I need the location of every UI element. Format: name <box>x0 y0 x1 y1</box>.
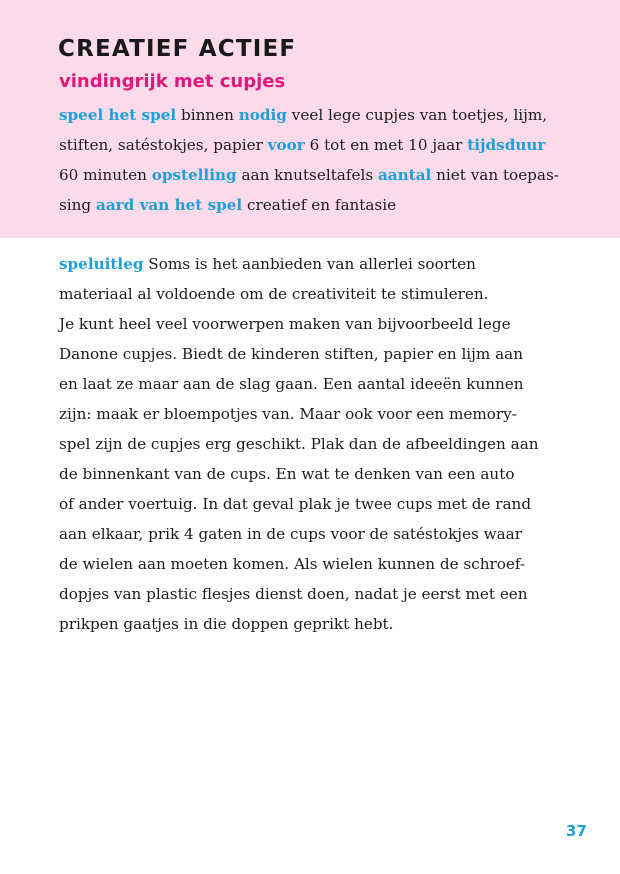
keyword-label: speluitleg <box>59 255 144 273</box>
text-line <box>59 519 564 549</box>
text-segment: creatief en fantasie <box>242 196 397 214</box>
keyword-label: aard van het spel <box>95 196 243 214</box>
keyword-label: nodig <box>238 106 287 124</box>
text-line <box>59 369 564 399</box>
text-segment: sing <box>59 196 96 214</box>
text-segment: zijn: maak er bloempotjes van. Maar ook voor een memory- <box>59 405 517 423</box>
page-title: CREATIEF ACTIEF <box>58 36 297 62</box>
info-line <box>59 130 564 160</box>
info-line <box>59 190 564 220</box>
text-segment: aan elkaar, prik 4 gaten in de cups voor de satéstokjes waar <box>59 525 522 543</box>
text-segment: 60 minuten <box>59 166 152 184</box>
text-line <box>59 399 564 429</box>
text-segment: Je kunt heel veel voorwerpen maken van bijvoorbeeld lege <box>59 315 511 333</box>
page-subtitle: vindingrijk met cupjes <box>59 71 286 92</box>
text-segment: materiaal al voldoende om de creativiteit te stimuleren. <box>59 285 489 303</box>
text-segment: dopjes van plastic flesjes dienst doen, nadat je eerst met een <box>59 585 528 603</box>
info-line <box>59 160 564 190</box>
text-segment: binnen <box>176 106 239 124</box>
keyword-label: aantal <box>377 166 432 184</box>
text-segment: de binnenkant van de cups. En wat te denken van een auto <box>59 465 515 483</box>
text-line <box>59 249 564 279</box>
keyword-label: tijdsduur <box>467 136 546 154</box>
text-line <box>59 549 564 579</box>
text-segment: Soms is het aanbieden van allerlei soorten <box>143 255 476 273</box>
text-segment: of ander voertuig. In dat geval plak je twee cups met de rand <box>59 495 532 513</box>
text-line <box>59 459 564 489</box>
keyword-label: opstelling <box>151 166 237 184</box>
game-explanation <box>59 249 564 639</box>
keyword-label: voor <box>267 136 305 154</box>
text-segment: aan knutseltafels <box>236 166 378 184</box>
game-info-block <box>59 100 564 220</box>
text-line <box>59 279 564 309</box>
text-segment: en laat ze maar aan de slag gaan. Een aantal ideeën kunnen <box>59 375 524 393</box>
text-segment: niet van toepas- <box>431 166 559 184</box>
info-line <box>59 100 564 130</box>
text-segment: prikpen gaatjes in die doppen geprikt hebt. <box>59 615 394 633</box>
page-number: 37 <box>566 822 587 840</box>
text-line <box>59 429 564 459</box>
keyword-label: speel het spel <box>59 106 177 124</box>
text-segment: veel lege cupjes van toetjes, lijm, <box>286 106 548 124</box>
text-segment: stiften, satéstokjes, papier <box>59 136 268 154</box>
text-segment: Danone cupjes. Biedt de kinderen stiften, papier en lijm aan <box>59 345 523 363</box>
text-segment: de wielen aan moeten komen. Als wielen kunnen de schroef- <box>59 555 526 573</box>
text-line <box>59 339 564 369</box>
text-line <box>59 609 564 639</box>
text-line <box>59 309 564 339</box>
text-segment: 6 tot en met 10 jaar <box>304 136 468 154</box>
text-line <box>59 489 564 519</box>
text-line <box>59 579 564 609</box>
text-segment: spel zijn de cupjes erg geschikt. Plak dan de afbeeldingen aan <box>59 435 539 453</box>
